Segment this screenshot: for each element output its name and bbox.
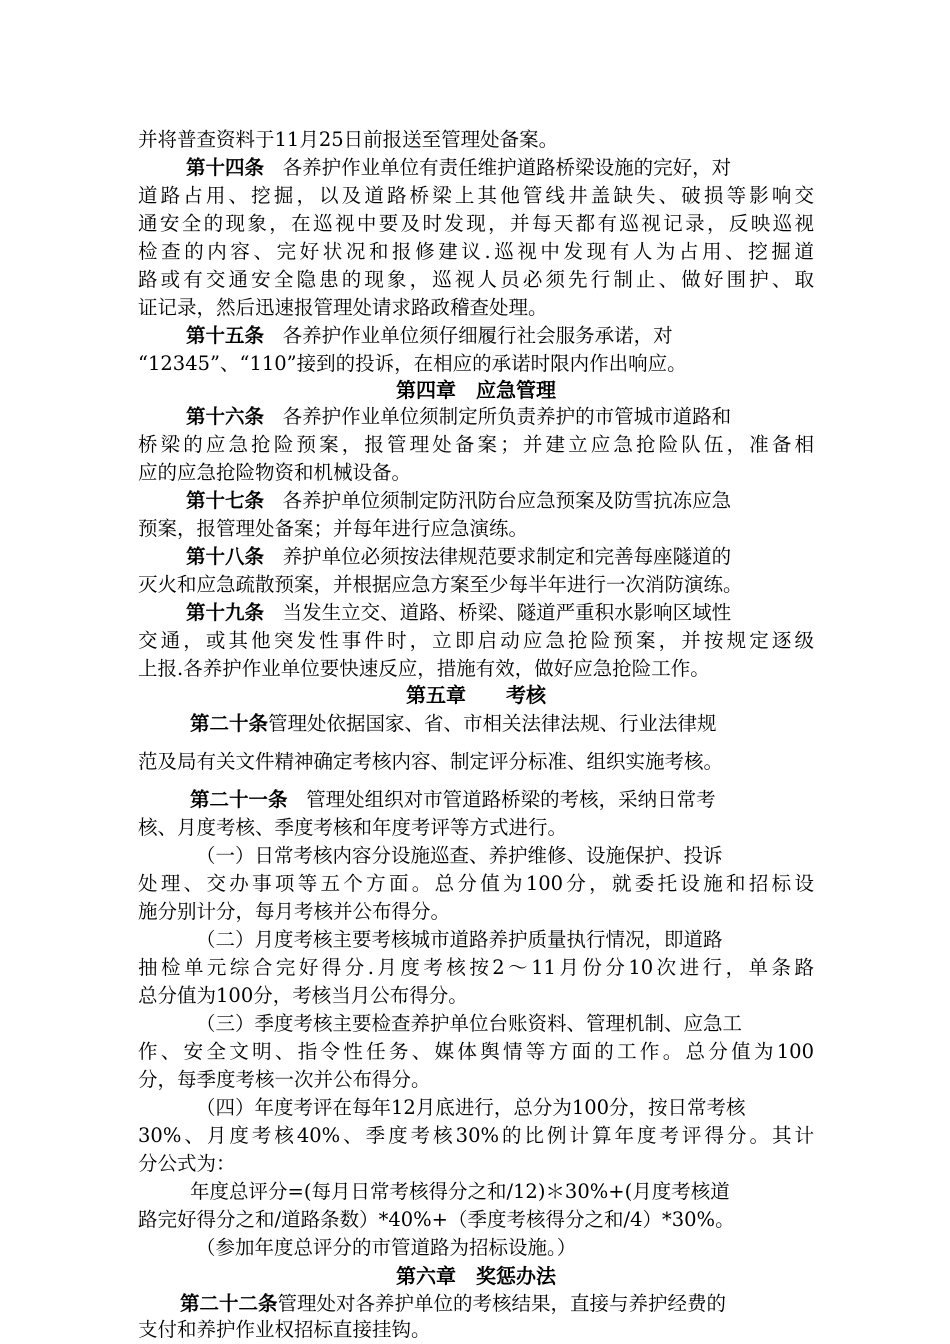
text-line: 总分值为100分，考核当月公布得分。 [138, 984, 468, 1007]
text-line: 桥梁的应急抢险预案，报管理处备案；并建立应急抢险队伍，准备相 [138, 433, 814, 456]
text-line: 抽检单元综合完好得分.月度考核按2～11月份分10次进行，单条路 [138, 956, 814, 979]
article-17-title: 第十七条 [186, 489, 265, 512]
article-16-text: 各养护作业单位须制定所负责养护的市管城市道路和 [282, 405, 732, 428]
text-line: （三）季度考核主要检查养护单位台账资料、管理机制、应急工 [196, 1012, 743, 1035]
article-19-title: 第十九条 [186, 601, 265, 624]
article-17-text: 各养护单位须制定防汛防台应急预案及防雪抗冻应急 [282, 489, 732, 512]
text-line: 30%、月度考核40%、季度考核30%的比例计算年度考评得分。其计 [138, 1124, 814, 1147]
article-14-title: 第十四条 [186, 156, 265, 179]
article-21-title: 第二十一条 [190, 788, 288, 811]
article-16-title: 第十六条 [186, 405, 265, 428]
text-line: 应的应急抢险物资和机械设备。 [138, 461, 412, 484]
text-line: （参加年度总评分的市管道路为招标设施。） [196, 1236, 577, 1259]
article-22-title: 第二十二条 [180, 1292, 278, 1315]
text-line: 分，每季度考核一次并公布得分。 [138, 1068, 431, 1091]
text-line: 道路占用、挖掘，以及道路桥梁上其他管线井盖缺失、破损等影响交 [138, 184, 814, 207]
article-17-first-line [186, 487, 814, 515]
article-18-text: 养护单位必须按法律规范要求制定和完善每座隧道的 [282, 545, 732, 568]
text-line: 分公式为： [138, 1152, 236, 1175]
text-line: 路完好得分之和/道路条数）*40%+（季度考核得分之和/4）*30%。 [138, 1208, 735, 1231]
text-line: 通安全的现象，在巡视中要及时发现，并每天都有巡视记录，反映巡视 [138, 212, 814, 235]
text-line: （一）日常考核内容分设施巡查、养护维修、设施保护、投诉 [196, 844, 723, 867]
text-line: 施分别计分，每月考核并公布得分。 [138, 900, 451, 923]
article-14-text: 各养护作业单位有责任维护道路桥梁设施的完好，对 [282, 156, 732, 179]
article-19-first-line [186, 599, 814, 627]
article-16-first-line [186, 403, 814, 431]
chapter-5-heading: 第五章 考核 [406, 683, 546, 707]
article-15-first-line [186, 322, 814, 350]
text-line: 核、月度考核、季度考核和年度考评等方式进行。 [138, 816, 568, 839]
article-15-title: 第十五条 [186, 324, 265, 347]
text-line: 支付和养护作业权招标直接挂钩。 [138, 1318, 431, 1341]
text-line: 证记录，然后迅速报管理处请求路政稽查处理。 [138, 296, 548, 319]
article-22-text: 管理处对各养护单位的考核结果，直接与养护经费的 [277, 1292, 727, 1315]
text-line: 上报.各养护作业单位要快速反应，措施有效，做好应急抢险工作。 [138, 657, 710, 680]
chapter-6-heading: 第六章 奖惩办法 [396, 1264, 556, 1288]
text-line: 年度总评分=(每月日常考核得分之和/12)＊30%+(月度考核道 [190, 1180, 730, 1203]
text-line: 并将普查资料于11月25日前报送至管理处备案。 [138, 128, 559, 151]
text-line: 预案，报管理处备案；并每年进行应急演练。 [138, 517, 529, 540]
text-line: 交通，或其他突发性事件时，立即启动应急抢险预案，并按规定逐级 [138, 629, 814, 652]
text-line: 作、安全文明、指令性任务、媒体舆情等方面的工作。总分值为100 [138, 1040, 814, 1063]
article-20-title: 第二十条 [190, 712, 269, 735]
text-line: 范及局有关文件精神确定考核内容、制定评分标准、组织实施考核。 [138, 750, 724, 773]
article-22-first-line [180, 1290, 814, 1318]
chapter-4-heading: 第四章 应急管理 [396, 378, 556, 402]
article-21-first-line [190, 786, 814, 814]
article-19-text: 当发生立交、道路、桥梁、隧道严重积水影响区域性 [282, 601, 732, 624]
text-line: （四）年度考评在每年12月底进行，总分为100分，按日常考核 [196, 1096, 746, 1119]
article-14-first-line [186, 154, 814, 182]
article-21-text: 管理处组织对市管道路桥梁的考核，采纳日常考 [306, 788, 716, 811]
text-line: 灭火和应急疏散预案，并根据应急方案至少每半年进行一次消防演练。 [138, 573, 743, 596]
article-15-text: 各养护作业单位须仔细履行社会服务承诺，对 [282, 324, 673, 347]
text-line: （二）月度考核主要考核城市道路养护质量执行情况，即道路 [196, 928, 723, 951]
article-18-title: 第十八条 [186, 545, 265, 568]
article-20-text: 管理处依据国家、省、市相关法律法规、行业法律规 [268, 712, 717, 735]
article-18-first-line [186, 543, 814, 571]
article-20-first-line [190, 710, 814, 738]
text-line: 处理、交办事项等五个方面。总分值为100分，就委托设施和招标设 [138, 872, 814, 895]
text-line: 路或有交通安全隐患的现象，巡视人员必须先行制止、做好围护、取 [138, 268, 814, 291]
text-line: 检查的内容、完好状况和报修建议.巡视中发现有人为占用、挖掘道 [138, 240, 814, 263]
text-line: “12345”、“110”接到的投诉，在相应的承诺时限内作出响应。 [138, 352, 687, 375]
